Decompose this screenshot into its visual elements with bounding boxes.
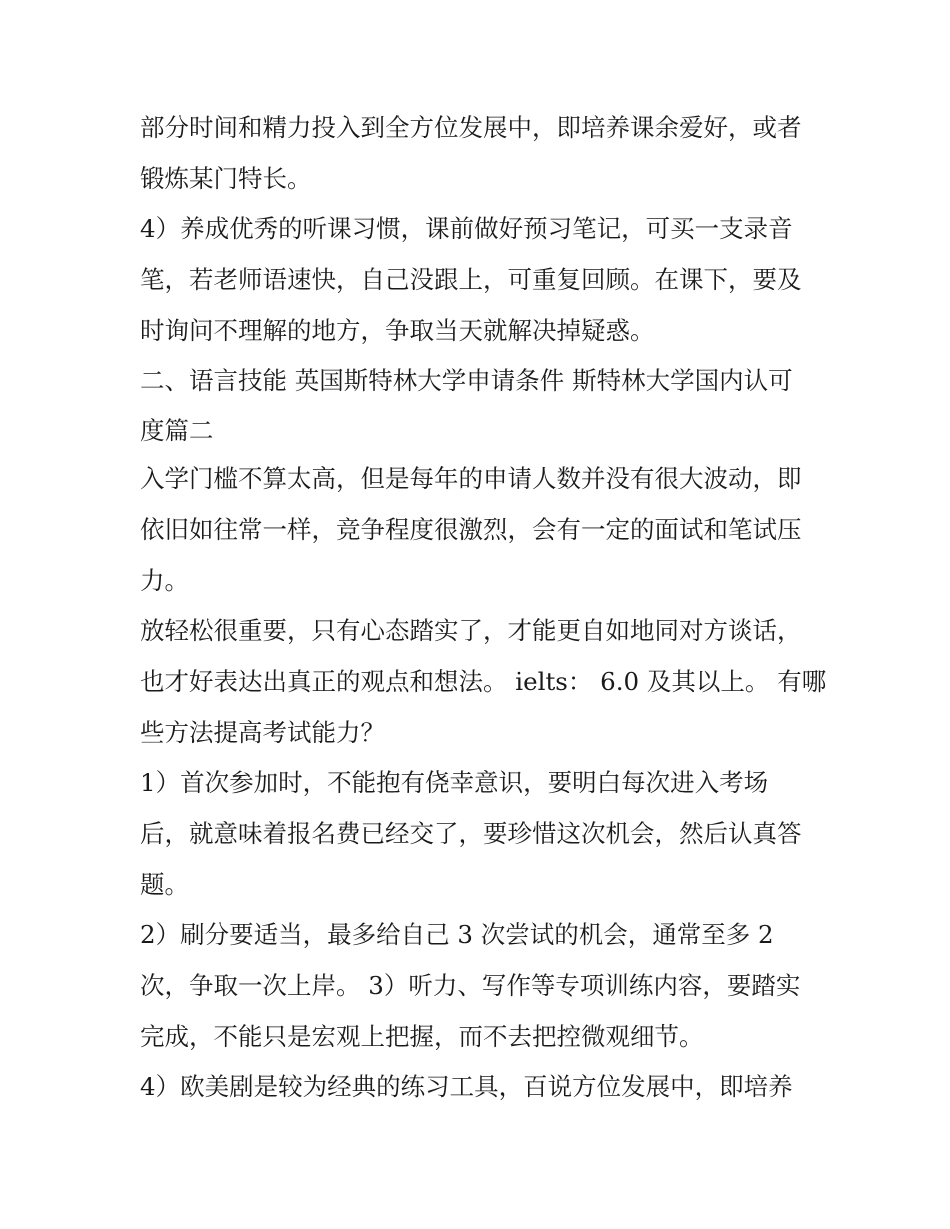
text-line: 时询问不理解的地方，争取当天就解决掉疑惑。 — [140, 315, 655, 345]
text-line: 后，就意味着报名费已经交了，要珍惜这次机会，然后认真答 — [140, 818, 802, 848]
text-line: 锻炼某门特长。 — [140, 163, 312, 193]
text-line: 部分时间和精力投入到全方位发展中，即培养课余爱好，或者 — [140, 113, 802, 142]
text-line: 些方法提高考试能力？ — [140, 717, 385, 747]
text-line: 入学门槛不算太高，但是每年的申请人数并没有很大波动，即 — [140, 464, 802, 494]
text-line: 1）首次参加时，不能抱有侥幸意识，要明白每次进入考场 — [140, 768, 769, 798]
text-line: 题。 — [140, 869, 189, 899]
text-line: 笔，若老师语速快，自己没跟上，可重复回顾。在课下，要及 — [140, 265, 802, 295]
text-line: 完成，不能只是宏观上把握，而不去把控微观细节。 — [140, 1021, 704, 1051]
text-line: 2）刷分要适当，最多给自己 3 次尝试的机会，通常至多 2 — [140, 920, 774, 950]
text-line: 度篇二 — [140, 416, 214, 446]
text-line: 也才好表达出真正的观点和想法。 ielts： 6.0 及其以上。 有哪 — [140, 666, 827, 696]
text-line: 放轻松很重要，只有心态踏实了，才能更自如地同对方谈话， — [140, 616, 802, 646]
text-line: 次，争取一次上岸。 3）听力、写作等专项训练内容，要踏实 — [140, 971, 801, 1000]
text-line: 二、语言技能 英国斯特林大学申请条件 斯特林大学国内认可 — [140, 366, 793, 396]
text-line: 4）欧美剧是较为经典的练习工具，百说方位发展中，即培养 — [140, 1072, 793, 1102]
body-text — [140, 103, 827, 1113]
text-line: 力。 — [140, 565, 189, 595]
text-line: 依旧如往常一样，竞争程度很激烈，会有一定的面试和笔试压 — [140, 514, 802, 544]
text-line: 4）养成优秀的听课习惯，课前做好预习笔记，可买一支录音 — [140, 214, 793, 244]
